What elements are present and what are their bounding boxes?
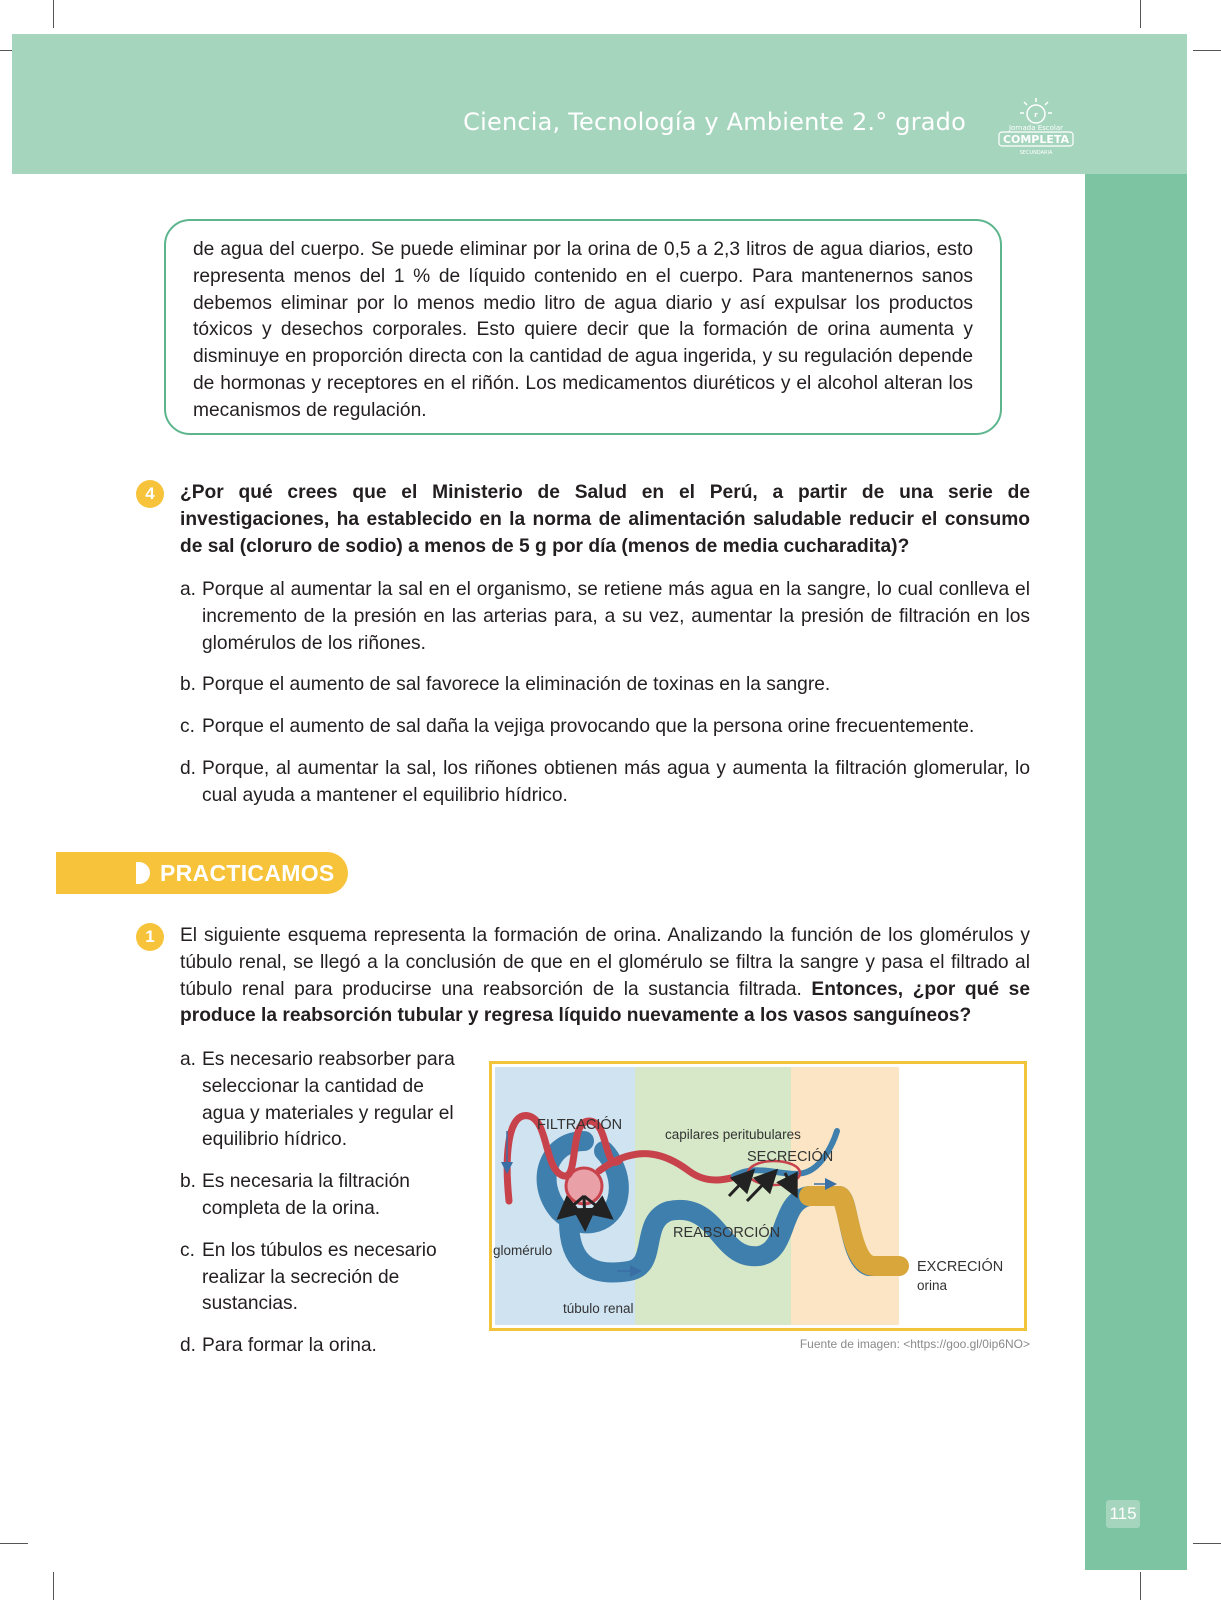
label-orina: orina <box>917 1278 948 1293</box>
option-c[interactable] <box>180 714 1030 741</box>
label-excrecion: EXCRECIÓN <box>917 1259 1004 1275</box>
question-4-options <box>180 577 1030 810</box>
crop-mark <box>1140 0 1141 28</box>
option-text: Es necesario reabsorber para seleccionar la cantidad de agua y materiales y regular el equilibrio hídrico. <box>202 1049 455 1151</box>
option-text: En los túbulos es necesario realizar la secreción de sustancias. <box>202 1239 437 1315</box>
svg-text:SECUNDARIA: SECUNDARIA <box>1019 150 1053 156</box>
option-a[interactable] <box>180 577 1030 657</box>
label-glomerulo: glomérulo <box>493 1243 553 1258</box>
page-number: 115 <box>1106 1500 1140 1528</box>
option-text: Porque el aumento de sal daña la vejiga provocando que la persona orine frecuentemente. <box>202 716 975 738</box>
side-band <box>1085 174 1187 1570</box>
crop-mark <box>53 1572 54 1600</box>
option-letter: c. <box>180 716 195 738</box>
question-1-options <box>180 1047 462 1360</box>
svg-text:r: r <box>1034 111 1038 119</box>
option-text: Para formar la orina. <box>202 1335 377 1357</box>
section-title: PRACTICAMOS <box>160 860 335 886</box>
crop-mark <box>1140 1572 1141 1600</box>
zone-reabsorption <box>635 1067 791 1325</box>
svg-text:COMPLETA: COMPLETA <box>1002 133 1070 146</box>
label-capilares: capilares peritubulares <box>665 1127 801 1142</box>
option-text: Porque, al aumentar la sal, los riñones obtienen más agua y aumenta la filtración glomerular, lo cual ayuda a mantener el equilibrio hídrico. <box>202 757 1030 806</box>
question-1-bold: Entonces, ¿por qué se produce la reabsorción tubular y regresa líquido nuevamente a los vasos sanguíneos? <box>180 978 1030 1027</box>
option-letter: d. <box>180 1335 197 1357</box>
option-a[interactable] <box>180 1047 462 1154</box>
option-d[interactable] <box>180 1333 462 1360</box>
question-number-badge: 1 <box>136 923 164 951</box>
option-c[interactable] <box>180 1238 462 1318</box>
question-1-plain: El siguiente esquema representa la formación de orina. Analizando la función de los glomérulos y túbulo renal, se llegó a la conclusión de que en el glomérulo se filtra la sangre y pasa el filtrado al túbulo renal para producirse una reabsorción de la sustancia filtrada. <box>180 925 1030 1000</box>
option-d[interactable] <box>180 756 1030 810</box>
option-b[interactable] <box>180 1169 462 1223</box>
option-letter: b. <box>180 1171 197 1193</box>
figure-caption: Fuente de imagen: <https://goo.gl/0ip6NO> <box>799 1337 1030 1351</box>
label-secrecion: SECRECIÓN <box>747 1149 834 1165</box>
question-number-badge: 4 <box>136 480 164 508</box>
nephron-diagram <box>489 1061 1027 1331</box>
option-letter: c. <box>180 1239 195 1261</box>
banner-marker-icon <box>136 862 150 884</box>
option-letter: b. <box>180 674 197 696</box>
option-text: Es necesaria la filtración completa de la orina. <box>202 1171 410 1219</box>
crop-mark <box>1193 50 1221 51</box>
crop-mark <box>53 0 54 28</box>
label-reabsorcion: REABSORCIÓN <box>673 1225 781 1241</box>
filtration-arrow <box>584 1196 585 1226</box>
question-1-text <box>180 923 1030 1030</box>
option-b[interactable] <box>180 672 1030 699</box>
page-header-title: Ciencia, Tecnología y Ambiente 2.° grado <box>463 108 966 136</box>
option-text: Porque el aumento de sal favorece la eliminación de toxinas en la sangre. <box>202 674 831 696</box>
option-letter: d. <box>180 757 197 779</box>
info-box <box>164 219 1002 435</box>
label-tubulo: túbulo renal <box>563 1301 634 1316</box>
question-4-text: ¿Por qué crees que el Ministerio de Salud en el Perú, a partir de una serie de investigaciones, ha establecido en la norma de alimentación saludable reducir el consumo de sal (cloruro de sodio) a menos de 5 g por día (menos de media cucharadita)? <box>180 482 1030 557</box>
option-text: Porque al aumentar la sal en el organismo, se retiene más agua en la sangre, lo cual conlleva el incremento de la presión en las arterias para, a su vez, aumentar la presión de filtración en los glomérulos de los riñones. <box>202 579 1030 654</box>
crop-mark <box>0 1543 28 1544</box>
label-filtracion: FILTRACIÓN <box>537 1117 623 1133</box>
jornada-escolar-logo <box>996 96 1076 160</box>
crop-mark <box>1193 1543 1221 1544</box>
option-letter: a. <box>180 1049 197 1070</box>
section-banner <box>56 852 348 894</box>
info-box-text: de agua del cuerpo. Se puede eliminar por la orina de 0,5 a 2,3 litros de agua diarios, esto representa menos del 1 % de líquido contenido en el cuerpo. Para mantenernos sanos debemos eliminar por lo menos medio litro de agua diario y así expulsar los productos tóxicos y desechos corporales. Esto quiere decir que la formación de orina aumenta y disminuye en proporción directa con la cantidad de agua ingerida, y su regulación depende de hormonas y receptores en el riñón. Los medicamentos diuréticos y el alcohol alteran los mecanismos de regulación. <box>193 239 973 421</box>
svg-text:Jornada Escolar: Jornada Escolar <box>1008 124 1064 132</box>
option-letter: a. <box>180 579 197 600</box>
